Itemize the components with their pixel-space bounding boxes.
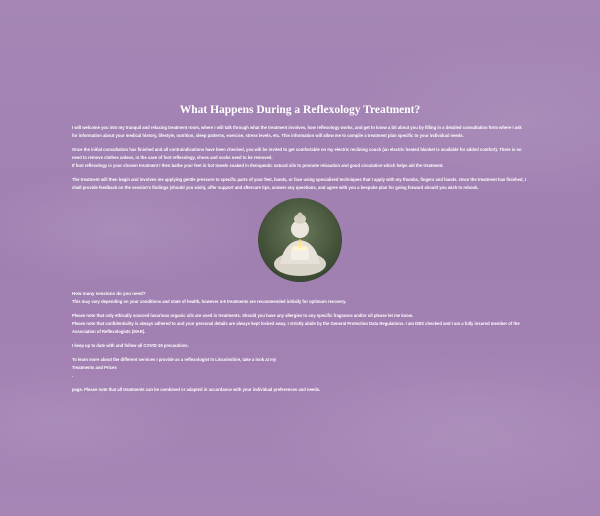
covid-note: I keep up to date with and follow all COVID-19 precautions. bbox=[72, 343, 189, 348]
buddha-statue-icon bbox=[258, 198, 342, 282]
sessions-section bbox=[72, 290, 528, 306]
policy-section bbox=[72, 312, 528, 336]
treatment-paragraph: The treatment will then begin and involves me applying gentle pressure to specific parts of your feet, hands, or face using specialised techniques that I apply with my thumbs, fingers and hands. Once the treatment has finished, I shall provide feedback on the session's findings (should you wish), offer support and aftercare tips, answer any questions, and agree with you a bespoke plan for going forward should you wish to rebook. bbox=[72, 177, 526, 190]
buddha-candle-image bbox=[258, 198, 342, 282]
page-title: What Happens During a Reflexology Treatment? bbox=[179, 104, 421, 116]
foot-bath-text: If foot reflexology is your chosen treatment I then bathe your feet in hot towels soaked in therapeutic natural oils to promote relaxation and good circulation which helps aid the treatment. bbox=[72, 163, 444, 168]
treatments-and-prices-link[interactable]: Treatments and Prices bbox=[72, 365, 117, 370]
closing-paragraph: page. Please note that all treatments can be combined or adapted in accordance with your individual preferences and needs. bbox=[72, 387, 321, 392]
treatments-link-line bbox=[72, 364, 528, 380]
couch-text: Once the initial consultation has finished and all contraindications have been checked, you will be invited to get comfortable on my electric reclining couch (an electric heated blanket is available for added comfort). There is no need to remove clothes unless, in the case of foot reflexology, shoes and socks need to be removed. bbox=[72, 147, 522, 160]
main-content bbox=[72, 104, 528, 400]
couch-paragraph bbox=[72, 146, 528, 170]
learn-more-text: To learn more about the different services I provide as a reflexologist in Lincolnshire, take a look at my bbox=[72, 357, 277, 362]
confidentiality-note: Please note that confidentiality is always adhered to and your personal details are always kept locked away. I strictly abide by the General Protection Data Regulations. I am DBS checked and I am a fully insured member of the Association of Reflexologists (MAR). bbox=[72, 321, 520, 334]
oils-note: Please note that only ethically sourced luxurious organic oils are used in treatments. Should you have any allergies to any specific fragrance and/or oil please let me know. bbox=[72, 313, 413, 318]
sessions-question: How many sessions do you need? bbox=[72, 291, 146, 296]
link-suffix: . bbox=[72, 373, 74, 378]
image-container bbox=[72, 198, 528, 282]
consultation-paragraph: I will welcome you into my tranquil and relaxing treatment room, where I will talk through what the treatment involves, how reflexology works, and get to know a bit about you by filling in a detailed consultation form where I ask for information about your medical history, lifestyle, nutrition, sleep patterns, exercise, stress levels, etc. This information will allow me to compile a treatment plan specific to your individual needs. bbox=[72, 125, 522, 138]
sessions-answer: This may vary depending on your conditions and state of health, however 4-6 treatments are recommended initially for optimum recovery. bbox=[72, 299, 347, 304]
learn-more-section bbox=[72, 356, 528, 380]
